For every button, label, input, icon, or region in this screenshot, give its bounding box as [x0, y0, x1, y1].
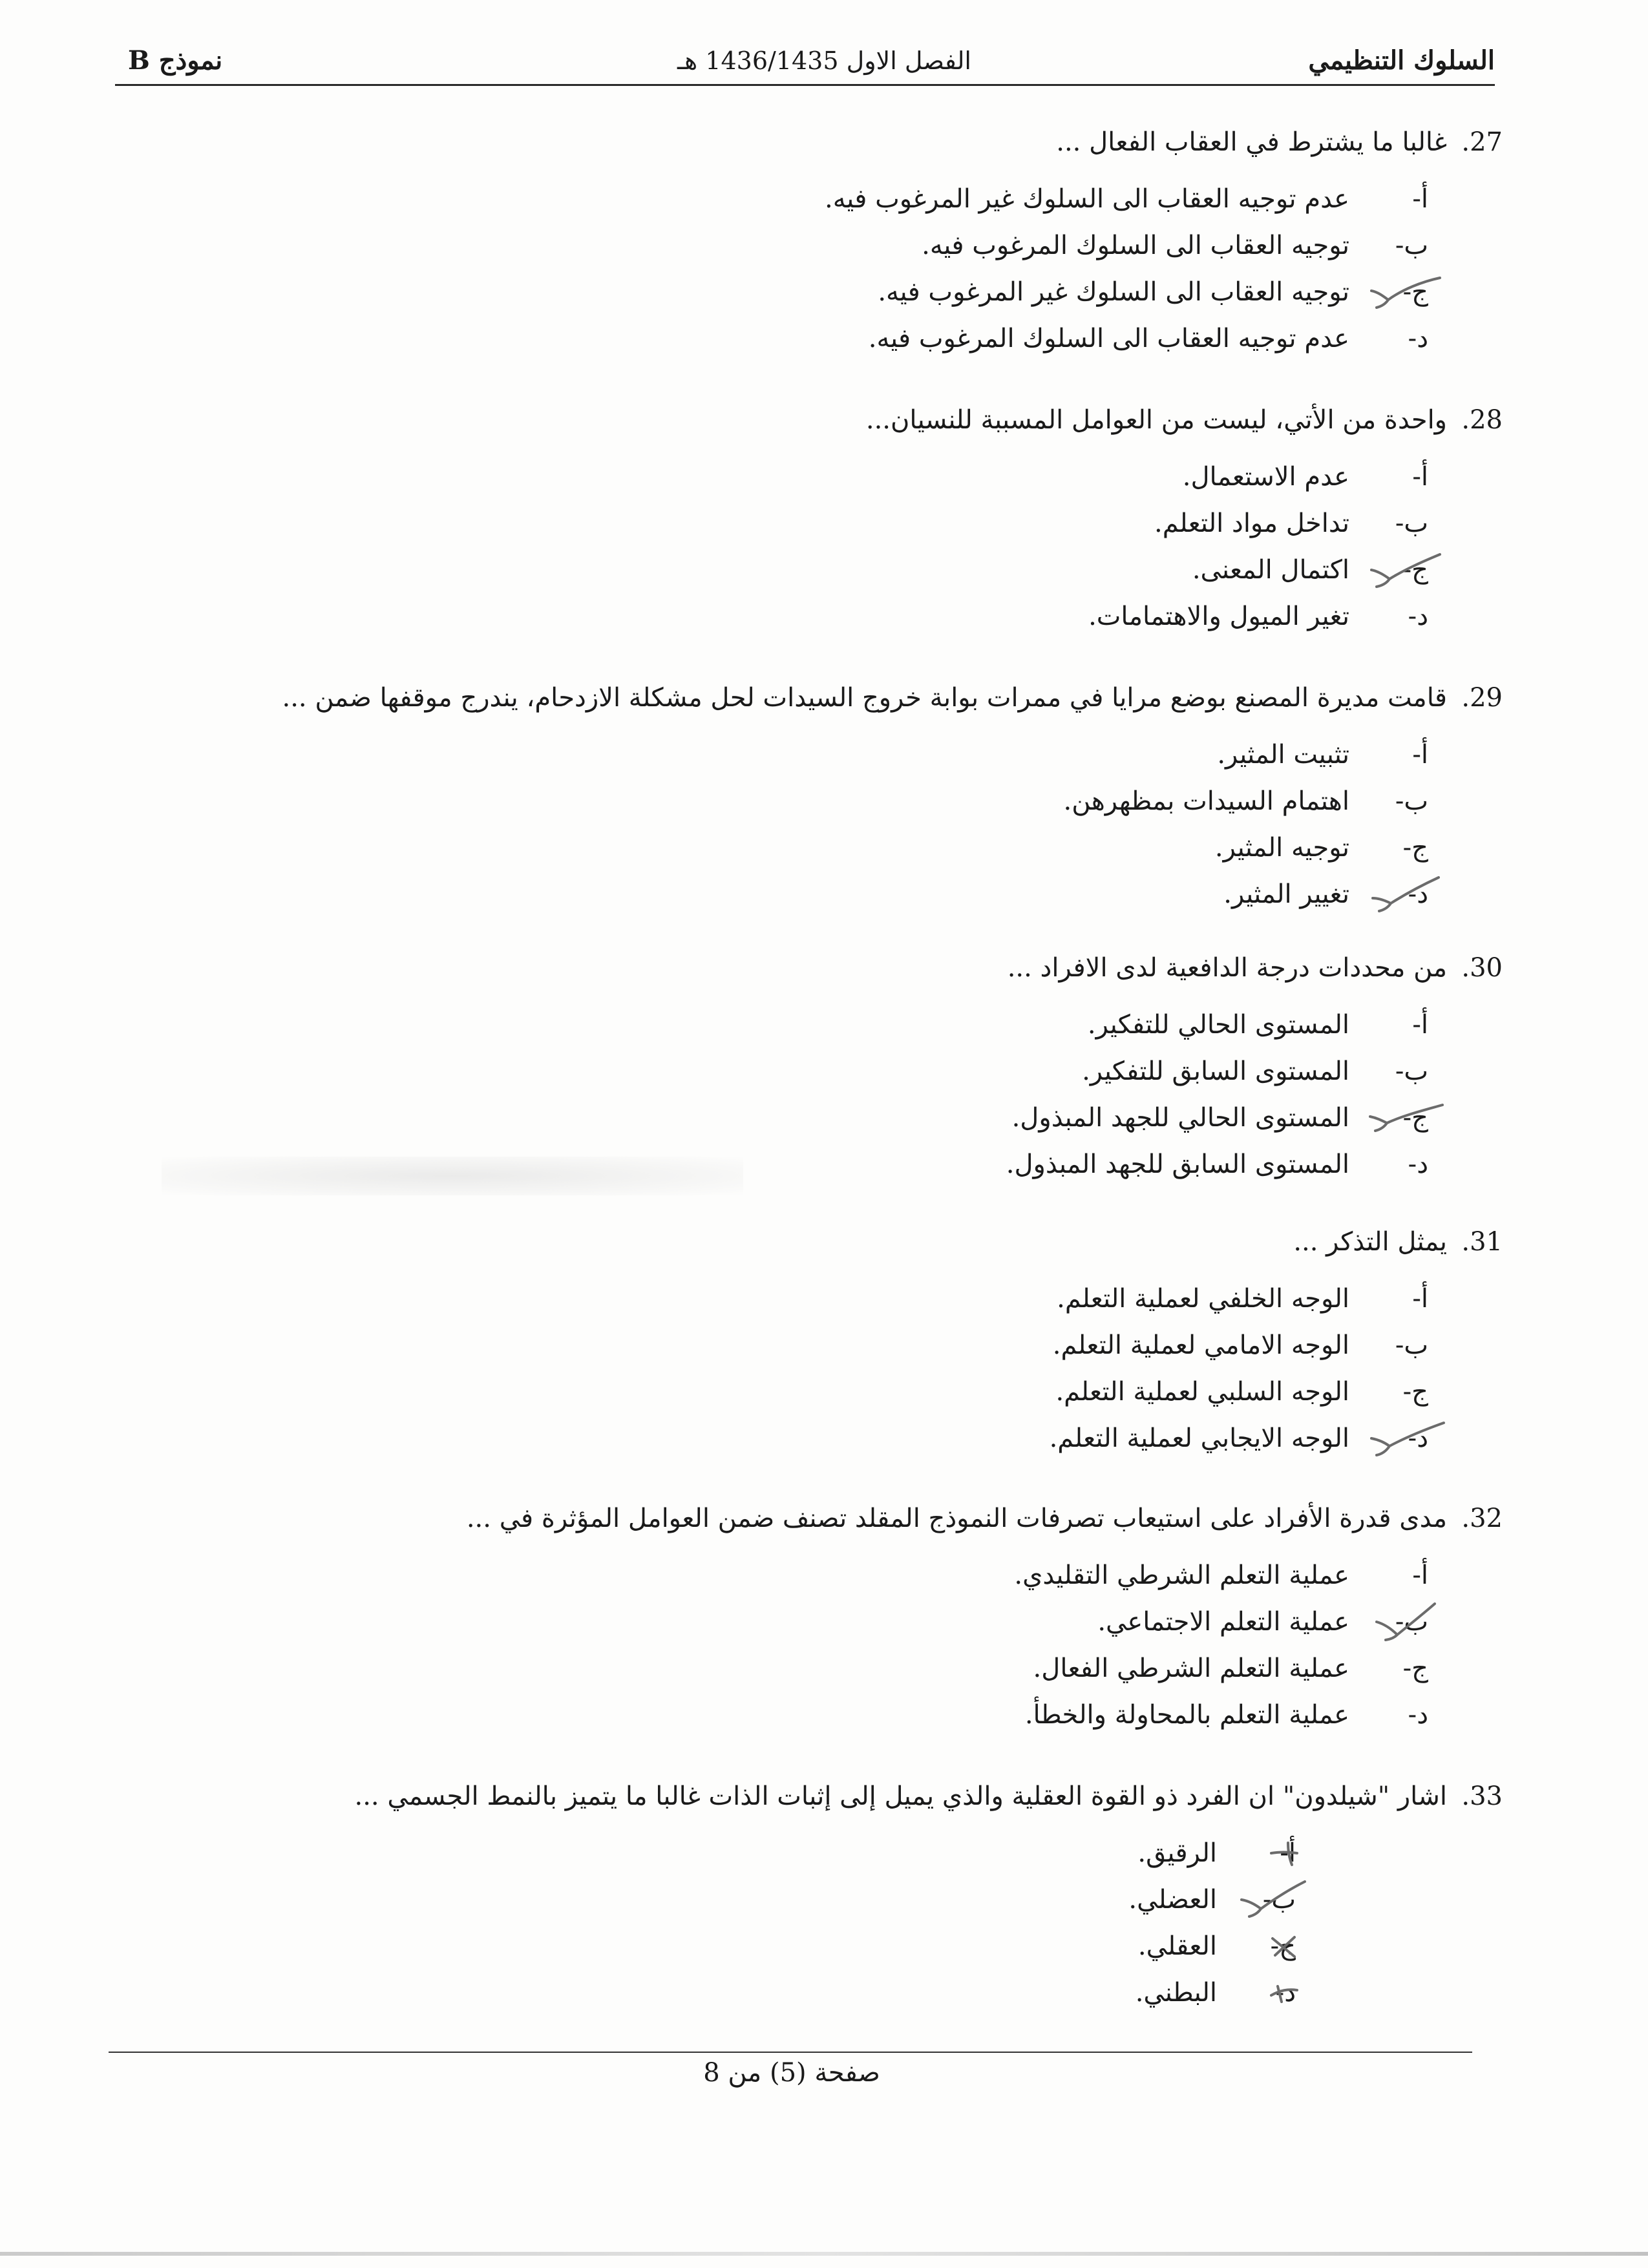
- option-d: [129, 871, 1428, 918]
- option-a: [129, 454, 1428, 500]
- options-list: [129, 1830, 1296, 2016]
- option-letter: ب-: [1395, 509, 1428, 538]
- option-text: عدم توجيه العقاب الى السلوك المرغوب فيه.: [868, 324, 1349, 353]
- option-a: [129, 176, 1428, 222]
- option-text: عملية التعلم الشرطي التقليدي.: [1014, 1560, 1349, 1590]
- option-letter: ب-: [1395, 1056, 1428, 1086]
- option-text: عملية التعلم بالمحاولة والخطأ.: [1024, 1700, 1349, 1730]
- option-text: المستوى الحالي للتفكير.: [1087, 1010, 1349, 1040]
- model-text: نموذج B: [128, 45, 223, 76]
- question-text: قامت مديرة المصنع بوضع مرايا في ممرات بوابة خروج السيدات لحل مشكلة الازدحام، يندرج موقفها ضمن ...: [282, 683, 1447, 713]
- option-b: [129, 1048, 1428, 1095]
- option-text: المستوى الحالي للجهد المبذول.: [1011, 1103, 1349, 1133]
- option-b: [129, 1876, 1296, 1923]
- option-text: المستوى السابق للجهد المبذول.: [1006, 1150, 1349, 1179]
- question-text: يمثل التذكر ...: [1293, 1227, 1447, 1257]
- option-text: تغيير المثير.: [1223, 879, 1349, 909]
- question-text: واحدة من الأتي، ليست من العوامل المسببة للنسيان...: [865, 405, 1447, 435]
- option-letter: د-: [1408, 1700, 1428, 1730]
- option-letter: [1244, 1923, 1296, 1969]
- option-letter: [1244, 1830, 1296, 1876]
- letter-text: ج-: [1402, 555, 1428, 585]
- option-text: عملية التعلم الاجتماعي.: [1097, 1607, 1349, 1637]
- page-number: صفحة (5) من 8: [703, 2058, 880, 2088]
- option-text: تغير الميول والاهتمامات.: [1088, 602, 1349, 631]
- option-letter: [1244, 1876, 1296, 1923]
- option-c: [129, 824, 1428, 871]
- question-31: [129, 1223, 1503, 1462]
- option-a: [129, 1830, 1296, 1876]
- option-c: [129, 1645, 1428, 1692]
- option-letter: أ-: [1412, 740, 1428, 770]
- question-stem: [129, 1499, 1503, 1538]
- option-letter: ج-: [1402, 1377, 1428, 1407]
- pencil-check-icon: [1357, 1419, 1448, 1458]
- option-text: العقلي.: [1137, 1931, 1217, 1961]
- question-text: مدى قدرة الأفراد على استيعاب تصرفات النموذج المقلد تصنف ضمن العوامل المؤثرة في ...: [466, 1504, 1447, 1533]
- option-text: البطني.: [1135, 1978, 1217, 2008]
- question-text: غالبا ما يشترط في العقاب الفعال ...: [1056, 127, 1447, 157]
- option-text: اكتمال المعنى.: [1192, 555, 1349, 585]
- option-b: [129, 1322, 1428, 1369]
- option-b: [129, 778, 1428, 824]
- option-d: [129, 1141, 1428, 1188]
- option-letter: [1377, 1095, 1428, 1141]
- question-text: من محددات درجة الدافعية لدى الافراد ...: [1007, 953, 1447, 983]
- option-letter: [1377, 1599, 1428, 1645]
- option-text: عدم الاستعمال.: [1182, 462, 1349, 492]
- letter-text: أ-: [1280, 1838, 1296, 1868]
- option-text: الوجه الايجابي لعملية التعلم.: [1049, 1423, 1349, 1453]
- question-33: [129, 1777, 1503, 2016]
- option-text: توجيه العقاب الى السلوك غير المرغوب فيه.: [878, 277, 1349, 307]
- option-a: [129, 1552, 1428, 1599]
- option-b: [129, 1599, 1428, 1645]
- course-title: السلوك التنظيمي: [1308, 45, 1495, 76]
- options-list: [129, 731, 1428, 918]
- option-text: توجيه المثير.: [1214, 833, 1349, 863]
- option-text: توجيه العقاب الى السلوك المرغوب فيه.: [922, 231, 1349, 260]
- option-letter: ج-: [1402, 833, 1428, 863]
- letter-text: د-: [1275, 1978, 1296, 2008]
- question-stem: [129, 1777, 1503, 1816]
- letter-text: ب-: [1262, 1885, 1296, 1915]
- option-c: [129, 1095, 1428, 1141]
- question-number: 29.: [1461, 683, 1503, 713]
- scan-edge: [0, 2252, 1648, 2256]
- semester-label: الفصل الاول 1436/1435 هـ: [677, 47, 971, 75]
- question-stem: [129, 401, 1503, 439]
- question-number: 30.: [1461, 953, 1503, 983]
- option-letter: ب-: [1395, 786, 1428, 816]
- question-number: 32.: [1461, 1504, 1503, 1533]
- question-stem: [129, 123, 1503, 162]
- question-stem: [129, 949, 1503, 987]
- question-28: [129, 401, 1503, 640]
- option-c: [129, 269, 1428, 315]
- option-text: العضلي.: [1128, 1885, 1217, 1915]
- question-stem: [129, 1223, 1503, 1261]
- option-a: [129, 1002, 1428, 1048]
- option-letter: ب-: [1395, 1330, 1428, 1360]
- option-letter: د-: [1408, 324, 1428, 353]
- letter-text: ج-: [1402, 1103, 1428, 1133]
- option-letter: [1244, 1969, 1296, 2016]
- option-letter: أ-: [1412, 1010, 1428, 1040]
- option-letter: أ-: [1412, 462, 1428, 492]
- option-d: [129, 1969, 1296, 2016]
- options-list: [129, 454, 1428, 640]
- option-text: تداخل مواد التعلم.: [1154, 509, 1349, 538]
- question-30: [129, 949, 1503, 1188]
- option-letter: أ-: [1412, 184, 1428, 214]
- option-text: الرقيق.: [1137, 1838, 1217, 1868]
- option-b: [129, 222, 1428, 269]
- page-header: [115, 45, 1495, 86]
- letter-text: د-: [1408, 1423, 1428, 1453]
- question-32: [129, 1499, 1503, 1738]
- option-letter: [1377, 871, 1428, 918]
- option-a: [129, 731, 1428, 778]
- option-text: تثبيت المثير.: [1217, 740, 1349, 770]
- letter-text: ج-: [1270, 1931, 1296, 1961]
- question-number: 27.: [1461, 127, 1503, 157]
- model-label: [128, 45, 222, 76]
- option-letter: [1377, 547, 1428, 593]
- option-text: الوجه الامامي لعملية التعلم.: [1052, 1330, 1349, 1360]
- option-letter: ج-: [1402, 1654, 1428, 1683]
- pencil-check-icon: [1357, 875, 1448, 914]
- options-list: [129, 1002, 1428, 1188]
- option-c: [129, 547, 1428, 593]
- options-list: [129, 1276, 1428, 1462]
- option-letter: [1377, 269, 1428, 315]
- option-letter: د-: [1408, 1150, 1428, 1179]
- option-text: عملية التعلم الشرطي الفعال.: [1033, 1654, 1349, 1683]
- option-d: [129, 315, 1428, 362]
- options-list: [129, 1552, 1428, 1738]
- letter-text: ج-: [1402, 277, 1428, 307]
- letter-text: د-: [1408, 879, 1428, 909]
- option-d: [129, 1692, 1428, 1738]
- question-27: [129, 123, 1503, 362]
- option-c: [129, 1369, 1428, 1415]
- question-number: 33.: [1461, 1781, 1503, 1811]
- question-number: 28.: [1461, 405, 1503, 435]
- option-letter: أ-: [1412, 1560, 1428, 1590]
- option-text: الوجه السلبي لعملية التعلم.: [1055, 1377, 1349, 1407]
- question-29: [129, 678, 1503, 918]
- question-stem: [129, 678, 1503, 717]
- question-number: 31.: [1461, 1227, 1503, 1257]
- question-text: اشار "شيلدون" ان الفرد ذو القوة العقلية والذي يميل إلى إثبات الذات غالبا ما يتميز بالنمط الجسمي ...: [354, 1781, 1447, 1811]
- option-c: [129, 1923, 1296, 1969]
- footer-rule: [109, 2052, 1472, 2053]
- option-letter: أ-: [1412, 1284, 1428, 1314]
- option-text: عدم توجيه العقاب الى السلوك غير المرغوب فيه.: [825, 184, 1349, 214]
- option-letter: د-: [1408, 602, 1428, 631]
- option-b: [129, 500, 1428, 547]
- option-text: اهتمام السيدات بمظهرهن.: [1063, 786, 1349, 816]
- option-text: الوجه الخلفي لعملية التعلم.: [1057, 1284, 1349, 1314]
- letter-text: ب-: [1395, 1607, 1428, 1637]
- option-text: المستوى السابق للتفكير.: [1082, 1056, 1349, 1086]
- option-letter: ب-: [1395, 231, 1428, 260]
- option-letter: [1377, 1415, 1428, 1462]
- option-d: [129, 593, 1428, 640]
- option-a: [129, 1276, 1428, 1322]
- options-list: [129, 176, 1428, 362]
- option-d: [129, 1415, 1428, 1462]
